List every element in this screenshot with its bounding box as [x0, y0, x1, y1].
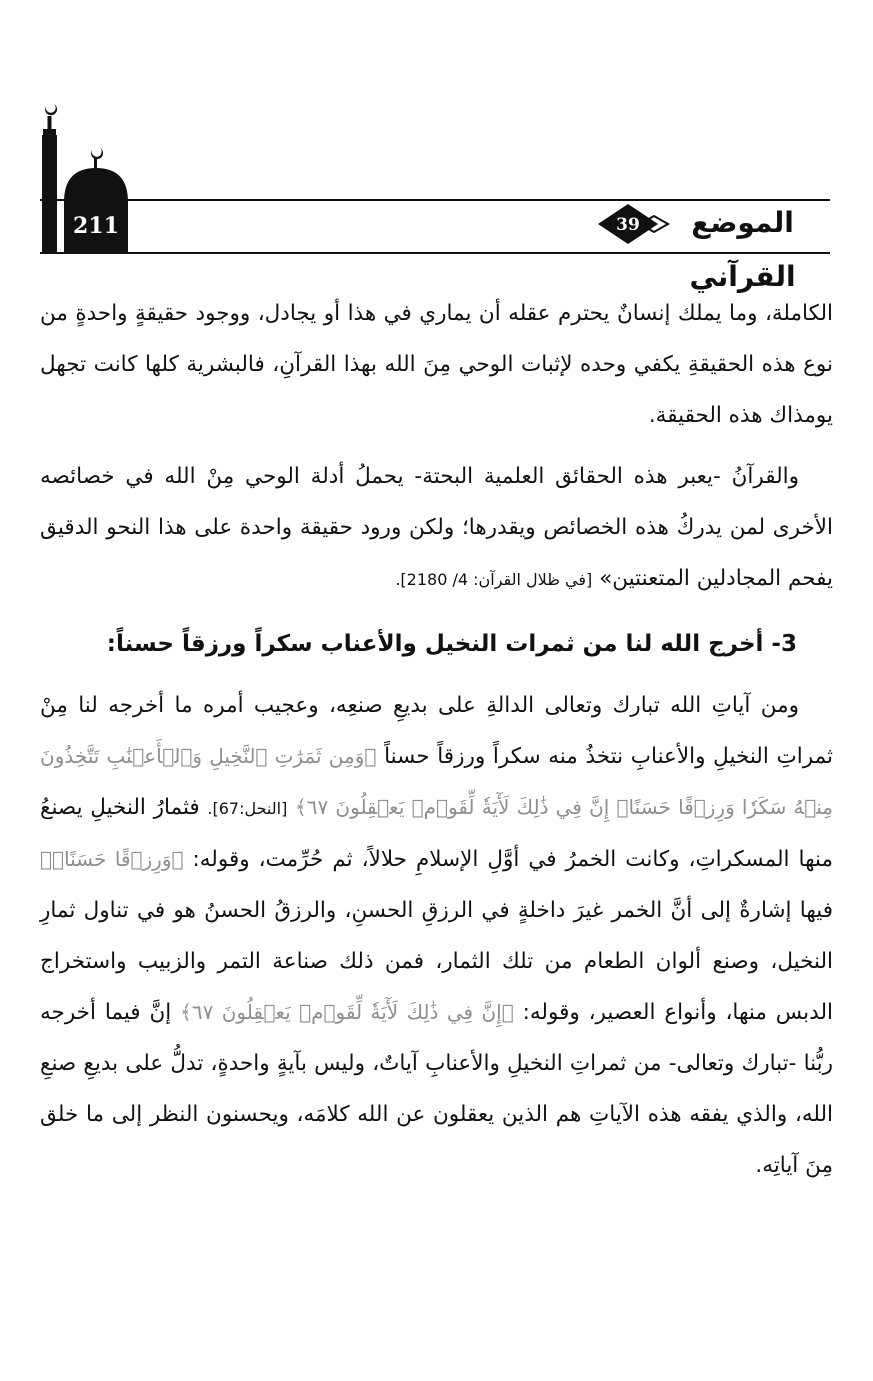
paragraph-3	[40, 680, 833, 1191]
paragraph-3-part-3: فيها إشارةٌ إلى أنَّ الخمر غيرَ داخلةٍ في الرزقِ الحسنِ، والرزقُ الحسنُ هو في تناول ثمارِ النخيل، وصنع ألوان الطعام من تلك الثمار، فمن ذلك صناعة التمر والزبيب واستخراج الدبس منها، وأنواع العصير، وقوله:	[40, 898, 833, 1025]
paragraph-3-part-2: فثمارُ النخيلِ يصنعُ منها المسكراتِ، وكانت الخمرُ في أوَّلِ الإسلامِ حلالاً، ثم حُرِّمت، وقوله:	[40, 795, 833, 872]
crescent-icon	[45, 104, 57, 115]
chapter-number: 39	[616, 215, 640, 235]
paragraph-2	[40, 451, 833, 605]
paragraph-2-text: والقرآنُ -يعبر هذه الحقائق العلمية البحتة- يحملُ أدلة الوحي مِنْ الله في خصائصه الأخرى لمن يدركُ هذه الخصائص ويقدرها؛ ولكن ورود حقيقة واحدة على هذا النحو الدقيق يفحم المجادلين المتعنتين»	[40, 464, 833, 591]
verse-1-citation: [النحل:67].	[207, 799, 288, 818]
page-number: 211	[73, 213, 119, 239]
minaret-icon	[42, 104, 57, 253]
page-body	[40, 288, 833, 1191]
page-header	[0, 0, 873, 293]
paragraph-1: الكاملة، وما يملك إنسانٌ يحترم عقله أن يماري في هذا أو يجادل، ووجود حقيقةٍ واحدةٍ من نوع هذه الحقيقةِ يكفي وحده لإثبات الوحي مِنَ الله بهذا القرآنِ، فالبشرية كلها كانت تجهل يومذاك هذه الحقيقة.	[40, 301, 833, 428]
quran-verse-3: ﴿إِنَّ فِي ذَٰلِكَ لَأٓيَةٗ لِّقَوۡمٖ يَعۡقِلُونَ ٦٧﴾	[180, 1000, 514, 1024]
source-citation: [في ظلال القرآن: 4/ 2180].	[395, 570, 593, 589]
quran-verse-2: ﴿وَرِزۡقًا حَسَنًاۚ﴾	[40, 847, 184, 871]
paragraph-3-part-1: ومن آياتِ الله تبارك وتعالى الدالةِ على بديعِ صنعِه، وعجيب أمره ما أخرجه لنا مِنْ ثمراتِ النخيلِ والأعنابِ نتخذُ منه سكراً ورزقاً حسناً	[40, 693, 833, 769]
running-title: الموضع القرآني	[689, 206, 796, 293]
section-heading: 3- أخرج الله لنا من ثمرات النخيل والأعناب سكراً ورزقاً حسناً:	[106, 631, 797, 657]
quran-verse-1: ﴿وَمِن ثَمَرَٰتِ ٱلنَّخِيلِ وَٱلۡأَعۡنَٰبِ تَتَّخِذُونَ مِنۡهُ سَكَرٗا وَرِزۡقًا حَسَنًاۚ إِنَّ فِي ذَٰلِكَ لَأٓيَةٗ لِّقَوۡمٖ يَعۡقِلُونَ ٦٧﴾	[40, 744, 833, 819]
paragraph-3-part-4: إنَّ فيما أخرجه ربُّنا -تبارك وتعالى- من ثمراتِ النخيلِ والأعنابِ آياتٌ، وليس بآيةٍ واحدةٍ، تدلُّ على بديعِ صنعِ الله، والذي يفقه هذه الآياتِ هم الذين يعقلون عن الله كلامَه، ويحسنون النظر إلى ما خلق مِنَ آياتِه.	[40, 1000, 833, 1178]
